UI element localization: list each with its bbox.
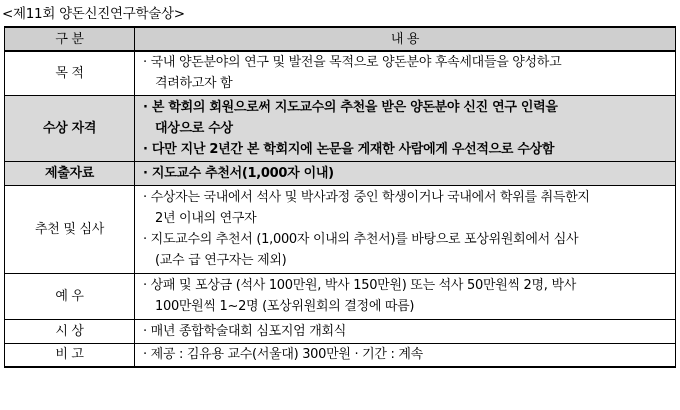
row-label-ceremony: 시 상 bbox=[5, 319, 135, 343]
row-label-submission: 제출자료 bbox=[5, 161, 135, 185]
content-line: · 지도교수 추천서(1,000자 이내) bbox=[143, 165, 334, 181]
row-content-submission bbox=[135, 161, 676, 185]
content-line: 100만원씩 1~2명 (포상위원회의 결정에 따름) bbox=[155, 299, 415, 314]
row-label-recommendation: 추천 및 심사 bbox=[5, 185, 135, 273]
row-content-remarks bbox=[135, 343, 676, 367]
header-category: 구 분 bbox=[5, 27, 135, 51]
row-content-benefits bbox=[135, 273, 676, 319]
content-line: · 지도교수의 추천서 (1,000자 이내의 추천서)를 바탕으로 포상위원회에서 심사 bbox=[143, 232, 579, 247]
row-content-ceremony bbox=[135, 319, 676, 343]
row-content-recommendation bbox=[135, 185, 676, 273]
table-header-row bbox=[5, 27, 676, 51]
row-eligibility bbox=[5, 95, 676, 161]
content-line: · 본 학회의 회원으로써 지도교수의 추천을 받은 양돈분야 신진 연구 인력을 bbox=[143, 99, 558, 115]
content-line: · 상패 및 포상금 (석사 100만원, 박사 150만원) 또는 석사 50만원씩 2명, 박사 bbox=[143, 278, 576, 293]
content-line: · 제공 : 김유용 교수(서울대) 300만원 · 기간 : 계속 bbox=[143, 347, 423, 363]
content-line: 2년 이내의 연구자 bbox=[155, 211, 257, 226]
row-content-eligibility bbox=[135, 95, 676, 161]
row-ceremony bbox=[5, 319, 676, 343]
content-line: (교수 급 연구자는 제외) bbox=[155, 253, 287, 268]
content-line: · 매년 종합학술대회 심포지엄 개회식 bbox=[143, 323, 347, 339]
content-line: 격려하고자 함 bbox=[155, 76, 233, 92]
row-benefits bbox=[5, 273, 676, 319]
content-line: · 국내 양돈분야의 연구 및 발전을 목적으로 양돈분야 후속세대들을 양성하고 bbox=[143, 55, 562, 71]
content-line: · 수상자는 국내에서 석사 및 박사과정 중인 학생이거나 국내에서 학위를 취득한지 bbox=[143, 190, 590, 205]
document-title: <제11회 양돈신진연구학술상> bbox=[2, 6, 185, 22]
header-content: 내 용 bbox=[135, 27, 676, 51]
row-submission bbox=[5, 161, 676, 185]
row-label-remarks: 비 고 bbox=[5, 343, 135, 367]
row-label-benefits: 예 우 bbox=[5, 273, 135, 319]
row-remarks bbox=[5, 343, 676, 367]
row-content-purpose bbox=[135, 51, 676, 95]
content-line: 대상으로 수상 bbox=[155, 120, 233, 136]
row-purpose bbox=[5, 51, 676, 95]
award-info-table bbox=[4, 26, 676, 368]
row-recommendation bbox=[5, 185, 676, 273]
row-label-eligibility: 수상 자격 bbox=[5, 95, 135, 161]
content-line: · 다만 지난 2년간 본 학회지에 논문을 게재한 사람에게 우선적으로 수상함 bbox=[143, 141, 555, 157]
row-label-purpose: 목 적 bbox=[5, 51, 135, 95]
